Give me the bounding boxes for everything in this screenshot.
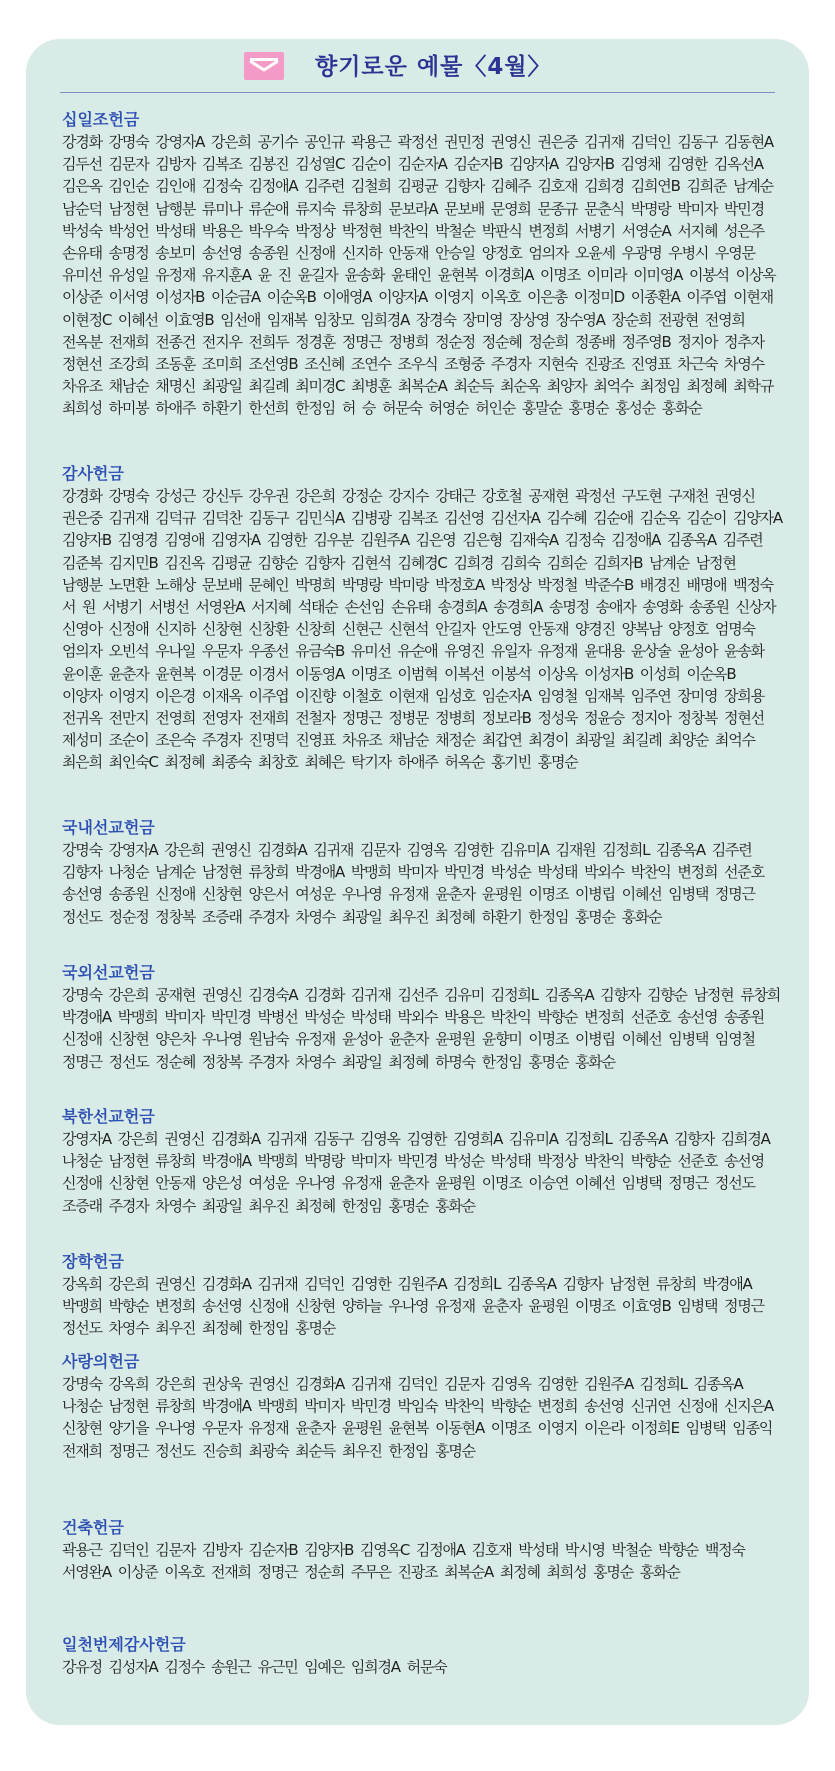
section-thanksgiving (62, 463, 782, 774)
section-title: 십일조헌금 (62, 110, 140, 129)
section-title: 사랑의헌금 (62, 1352, 140, 1371)
section-tithe (62, 109, 782, 420)
donor-names: 강경화 강명숙 강영자A 강은희 공기수 공인규 곽용근 곽정선 권민정 권영신 권은중 김귀재 김덕인 김동구 김동현A 김두선 김문자 김방자 김복조 김봉진 김성열C 김순이 김순자A 김순자B 김양자A 김양자B 김영채 김영한 김옥선A 김은옥 김인순 김인애 김정숙 김정애A 김주련 김철희 김평균 김향자 김혜주 김호재 김희경 김희연B 김희준 남계순 남순덕 남정현 남행분 류미나 류순애 류지숙 류창희 문보라A 문보배 문영희 문종규 문춘식 박명랑 박미자 박민경 박성숙 박성언 박성태 박용은 박우숙 박정상 박정현 박찬익 박철순 박판식 변정희 서병기 서영순A 서지혜 성은주 손유태 송명정 송보미 송선영 송종원 신정애 신지하 안동재 안승일 양정호 엄의자 오윤세 우광명 우병시 우영문 유미선 유성일 유정재 유지훈A 윤 진 윤길자 윤송화 윤태인 윤현복 이경희A 이명조 이미라 이미영A 이봉석 이상옥 이상준 이서영 이성자B 이순금A 이순옥B 이애영A 이양자A 이영지 이옥호 이은총 이정미D 이종환A 이주엽 이현재 이현정C 이혜선 이효영B 임선애 임재복 임창모 임희경A 장경숙 장미영 장상영 장수영A 장순희 전광현 전영희 전옥분 전재희 전종건 전지우 전희두 정경훈 정명근 정병희 정순정 정순혜 정순희 정종배 정주영B 정지아 정추자 정현선 조강희 조동훈 조미희 조선영B 조신혜 조연수 조우식 조형중 주경자 지현숙 진광조 진영표 차근숙 차영수 차유조 채남순 채명신 최광일 최길례 최미경C 최병훈 최복순A 최순득 최순옥 최양자 최억수 최정임 최정혜 최학규 최희성 하미봉 하애주 하환기 한선희 한정임 허 승 허문숙 허영순 허인순 홍말순 홍명순 홍성순 홍화순 (62, 133, 776, 418)
header-divider (60, 92, 775, 93)
section-title: 장학헌금 (62, 1252, 124, 1271)
donor-names: 강옥희 강은희 권영신 김경화A 김귀재 김덕인 김영한 김원주A 김정희L 김종옥A 김향자 남정현 류창희 박경애A 박맹희 박향순 변정희 송선영 신정애 신창현 양하늘 우나영 유정재 윤춘자 윤평원 이명조 이효영B 임병택 정명근 정선도 차영수 최우진 최정혜 한정임 홍명순 (62, 1275, 764, 1338)
section-thousand-offering (62, 1634, 782, 1678)
page-title: 향기로운 예물〈4월〉 (315, 54, 552, 80)
section-north-korea-mission (62, 1106, 782, 1217)
section-love-offering (62, 1351, 782, 1462)
donor-names: 강유정 김성자A 김정수 송원근 유근민 임예은 임희경A 허문숙 (62, 1658, 447, 1676)
page-header (60, 50, 775, 94)
section-title: 국내선교헌금 (62, 818, 155, 837)
section-overseas-mission (62, 962, 782, 1073)
section-title: 북한선교헌금 (62, 1107, 155, 1126)
donor-names: 강명숙 강영자A 강은희 권영신 김경화A 김귀재 김문자 김영옥 김영한 김유미A 김재원 김정희L 김종옥A 김주련 김향자 나청순 남계순 남정현 류창희 박경애A 박맹희 박미자 박민경 박성순 박성태 박외수 박찬익 변정희 선준호 송선영 송종원 신정애 신창현 양은서 여성운 우나영 유정재 윤춘자 윤평원 이명조 이병립 이혜선 임병택 정명근 정선도 정순정 정창복 조증래 주경자 차영수 최광일 최우진 최정혜 하환기 한정임 홍명순 홍화순 (62, 841, 764, 926)
section-title: 감사헌금 (62, 464, 124, 483)
donor-names: 강영자A 강은희 권영신 김경화A 김귀재 김동구 김영옥 김영한 김영희A 김유미A 김정희L 김종옥A 김향자 김희경A 나청순 남정현 류창희 박경애A 박맹희 박명랑 박미자 박민경 박성순 박성태 박정상 박찬익 박향순 선준호 송선영 신정애 신창현 안동재 양은성 여성운 우나영 유정재 윤춘자 윤평원 이명조 이승연 이혜선 임병택 정명근 정선도 조증래 주경자 차영수 최광일 최우진 최정혜 한정임 홍명순 홍화순 (62, 1130, 770, 1215)
section-title: 건축헌금 (62, 1518, 124, 1537)
gift-envelope-icon (243, 50, 285, 82)
section-title: 일천번제감사헌금 (62, 1635, 186, 1654)
section-building (62, 1517, 782, 1583)
donor-names: 강경화 강명숙 강성근 강신두 강우권 강은희 강정순 강지수 강태근 강호철 공재현 곽정선 구도현 구재천 권영신 권은중 김귀재 김덕규 김덕찬 김동구 김민식A 김병광 김복조 김선영 김선자A 김수혜 김순애 김순옥 김순이 김양자A 김양자B 김영경 김영애 김영자A 김영한 김우분 김원주A 김은영 김은형 김재숙A 김정숙 김정애A 김종옥A 김주련 김준복 김지민B 김진옥 김평균 김향순 김향자 김현석 김혜경C 김희경 김희숙 김희순 김희자B 남계순 남정현 남행분 노면환 노해상 문보배 문혜인 박명희 박명랑 박미랑 박정호A 박정상 박정철 박준수B 배경진 배명애 백정숙 서 원 서병기 서병선 서영완A 서지혜 석태순 손선임 손유태 송경희A 송경희A 송명정 송애자 송영화 송종원 신상자 신영아 신정애 신지하 신창현 신창환 신창희 신현근 신현석 안길자 안도영 안동재 양경진 양복남 양정호 엄명숙 엄의자 오빈석 우나일 우문자 우종선 유금숙B 유미선 유순애 유영진 유일자 유정재 윤대용 윤상술 윤성아 윤송화 윤이훈 윤춘자 윤현복 이경문 이경서 이동영A 이명조 이범혁 이복선 이봉석 이상옥 이성자B 이성희 이순옥B 이양자 이영지 이은경 이재옥 이주엽 이진향 이철호 이현재 임성호 임순자A 임영철 임재복 임주연 장미영 장희용 전귀옥 전만지 전영희 전영자 전재희 전철자 정명근 정병문 정병희 정보라B 정성욱 정윤승 정지아 정창복 정현선 제성미 조순이 조은숙 주경자 진명덕 진영표 차유조 채남순 채정순 최갑연 최경이 최광일 최길례 최양순 최억수 최은희 최인숙C 최정혜 최종숙 최창호 최혜은 탁기자 하애주 허옥순 홍기빈 홍명순 (62, 487, 782, 772)
donor-names: 강명숙 강옥희 강은희 권상욱 권영신 김경화A 김귀재 김덕인 김문자 김영옥 김영한 김원주A 김정희L 김종옥A 나청순 남정현 류창희 박경애A 박맹희 박미자 박민경 박임숙 박찬익 박향순 변정희 송선영 신귀연 신정애 신지은A 신창현 양기을 우나영 우문자 유정재 윤춘자 윤평원 윤현복 이동현A 이명조 이영지 이은라 이정희E 임병택 임종익 전재희 정명근 정선도 진승희 최광숙 최순득 최우진 한정임 홍명순 (62, 1375, 773, 1460)
section-title: 국외선교헌금 (62, 963, 155, 982)
section-scholarship (62, 1251, 782, 1340)
section-domestic-mission (62, 817, 782, 928)
donor-names: 곽용근 김덕인 김문자 김방자 김순자B 김양자B 김영옥C 김정애A 김호재 박성태 박시영 박철순 박향순 백정숙 서영완A 이상준 이옥호 전재희 정명근 정순희 주무은 진광조 최복순A 최정혜 최희성 홍명순 홍화순 (62, 1541, 745, 1582)
donor-names: 강명숙 강은희 공재현 권영신 김경숙A 김경화 김귀재 김선주 김유미 김정희L 김종옥A 김향자 김향순 남정현 류창희 박경애A 박맹희 박미자 박민경 박병선 박성순 박성태 박외수 박용은 박찬익 박향순 변정희 선준호 송선영 송종원 신정애 신창현 양은차 우나영 원남숙 유정재 윤성아 윤춘자 윤평원 윤향미 이명조 이병립 이혜선 임병택 임영철 정명근 정선도 정순혜 정창복 주경자 차영수 최광일 최정혜 하명숙 한정임 홍명순 홍화순 (62, 986, 781, 1071)
